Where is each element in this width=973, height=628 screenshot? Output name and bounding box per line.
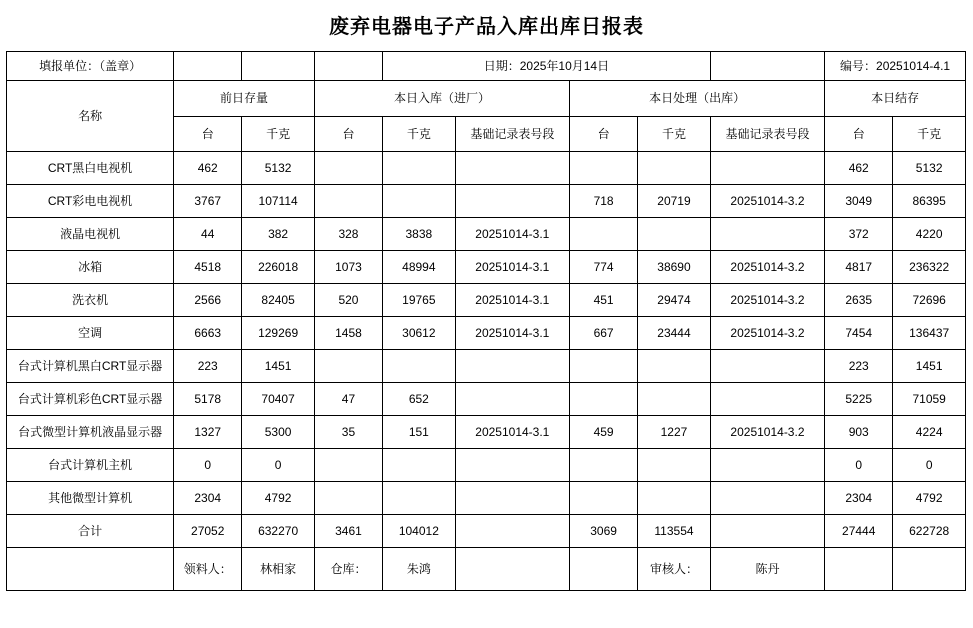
signature-row bbox=[7, 548, 966, 591]
total-out-record bbox=[710, 515, 824, 548]
meta-blank-1 bbox=[174, 52, 242, 81]
row-name: 台式计算机黑白CRT显示器 bbox=[7, 350, 174, 383]
row-name: 空调 bbox=[7, 317, 174, 350]
row-out-kg bbox=[638, 152, 711, 185]
row-prev-kg: 4792 bbox=[242, 482, 315, 515]
row-out-record bbox=[710, 482, 824, 515]
row-bal-tai: 372 bbox=[825, 218, 893, 251]
row-bal-tai: 0 bbox=[825, 449, 893, 482]
row-prev-kg: 5300 bbox=[242, 416, 315, 449]
warehouse-value: 朱鸿 bbox=[383, 548, 456, 591]
total-prev-tai: 27052 bbox=[174, 515, 242, 548]
row-in-record bbox=[455, 350, 569, 383]
row-in-kg: 151 bbox=[383, 416, 456, 449]
row-prev-tai: 462 bbox=[174, 152, 242, 185]
row-name: 冰箱 bbox=[7, 251, 174, 284]
row-in-tai bbox=[314, 449, 382, 482]
row-out-tai bbox=[570, 152, 638, 185]
row-out-tai bbox=[570, 218, 638, 251]
row-in-record: 20251014-3.1 bbox=[455, 284, 569, 317]
header-group-prev: 前日存量 bbox=[174, 81, 315, 117]
row-bal-tai: 2635 bbox=[825, 284, 893, 317]
row-bal-tai: 223 bbox=[825, 350, 893, 383]
row-bal-kg: 4792 bbox=[893, 482, 966, 515]
group-header-row bbox=[7, 81, 966, 117]
row-out-record bbox=[710, 152, 824, 185]
row-in-record bbox=[455, 482, 569, 515]
row-in-kg: 30612 bbox=[383, 317, 456, 350]
row-in-tai bbox=[314, 350, 382, 383]
row-out-kg: 23444 bbox=[638, 317, 711, 350]
table-row bbox=[7, 416, 966, 449]
row-out-tai bbox=[570, 383, 638, 416]
header-name: 名称 bbox=[7, 81, 174, 152]
row-prev-tai: 6663 bbox=[174, 317, 242, 350]
row-out-kg: 1227 bbox=[638, 416, 711, 449]
row-prev-kg: 226018 bbox=[242, 251, 315, 284]
total-in-record bbox=[455, 515, 569, 548]
row-bal-kg: 4224 bbox=[893, 416, 966, 449]
row-out-tai: 451 bbox=[570, 284, 638, 317]
date-label: 日期：2025年10月14日 bbox=[383, 52, 711, 81]
row-bal-tai: 462 bbox=[825, 152, 893, 185]
row-bal-tai: 903 bbox=[825, 416, 893, 449]
row-in-record: 20251014-3.1 bbox=[455, 317, 569, 350]
row-prev-tai: 0 bbox=[174, 449, 242, 482]
row-prev-tai: 4518 bbox=[174, 251, 242, 284]
row-prev-tai: 2304 bbox=[174, 482, 242, 515]
row-out-tai bbox=[570, 350, 638, 383]
row-bal-kg: 4220 bbox=[893, 218, 966, 251]
total-out-kg: 113554 bbox=[638, 515, 711, 548]
row-prev-kg: 129269 bbox=[242, 317, 315, 350]
table-row bbox=[7, 482, 966, 515]
total-bal-tai: 27444 bbox=[825, 515, 893, 548]
row-bal-kg: 236322 bbox=[893, 251, 966, 284]
total-label: 合计 bbox=[7, 515, 174, 548]
row-in-record: 20251014-3.1 bbox=[455, 218, 569, 251]
header-group-in: 本日入库（进厂） bbox=[314, 81, 569, 117]
row-out-record: 20251014-3.2 bbox=[710, 185, 824, 218]
meta-blank-4 bbox=[710, 52, 824, 81]
row-in-kg bbox=[383, 185, 456, 218]
row-in-tai: 35 bbox=[314, 416, 382, 449]
table-row bbox=[7, 449, 966, 482]
row-prev-kg: 0 bbox=[242, 449, 315, 482]
row-bal-kg: 72696 bbox=[893, 284, 966, 317]
signature-blank-1 bbox=[455, 548, 569, 591]
table-row bbox=[7, 317, 966, 350]
total-out-tai: 3069 bbox=[570, 515, 638, 548]
row-in-tai bbox=[314, 185, 382, 218]
picker-value: 林相家 bbox=[242, 548, 315, 591]
row-out-kg bbox=[638, 482, 711, 515]
page-title: 废弃电器电子产品入库出库日报表 bbox=[329, 16, 644, 38]
row-name: 洗衣机 bbox=[7, 284, 174, 317]
row-out-tai bbox=[570, 482, 638, 515]
row-prev-kg: 70407 bbox=[242, 383, 315, 416]
total-row bbox=[7, 515, 966, 548]
row-in-tai: 520 bbox=[314, 284, 382, 317]
row-name: 台式微型计算机液晶显示器 bbox=[7, 416, 174, 449]
row-bal-kg: 1451 bbox=[893, 350, 966, 383]
total-bal-kg: 622728 bbox=[893, 515, 966, 548]
header-in-tai: 台 bbox=[314, 117, 382, 152]
row-prev-kg: 107114 bbox=[242, 185, 315, 218]
row-in-record: 20251014-3.1 bbox=[455, 251, 569, 284]
meta-blank-2 bbox=[242, 52, 315, 81]
row-prev-tai: 3767 bbox=[174, 185, 242, 218]
row-in-kg: 48994 bbox=[383, 251, 456, 284]
row-prev-kg: 5132 bbox=[242, 152, 315, 185]
row-prev-kg: 82405 bbox=[242, 284, 315, 317]
row-out-kg: 29474 bbox=[638, 284, 711, 317]
row-out-record bbox=[710, 350, 824, 383]
row-out-tai: 459 bbox=[570, 416, 638, 449]
signature-blank-3 bbox=[825, 548, 893, 591]
row-prev-tai: 223 bbox=[174, 350, 242, 383]
row-out-record bbox=[710, 383, 824, 416]
auditor-value: 陈丹 bbox=[710, 548, 824, 591]
row-bal-kg: 71059 bbox=[893, 383, 966, 416]
header-bal-kg: 千克 bbox=[893, 117, 966, 152]
row-in-record bbox=[455, 449, 569, 482]
header-group-balance: 本日结存 bbox=[825, 81, 966, 117]
header-out-kg: 千克 bbox=[638, 117, 711, 152]
row-name: 台式计算机彩色CRT显示器 bbox=[7, 383, 174, 416]
row-out-record: 20251014-3.2 bbox=[710, 284, 824, 317]
row-prev-tai: 2566 bbox=[174, 284, 242, 317]
meta-row bbox=[7, 52, 966, 81]
row-bal-kg: 0 bbox=[893, 449, 966, 482]
row-out-record: 20251014-3.2 bbox=[710, 416, 824, 449]
meta-blank-3 bbox=[314, 52, 382, 81]
row-out-record bbox=[710, 218, 824, 251]
header-prev-tai: 台 bbox=[174, 117, 242, 152]
row-name: 液晶电视机 bbox=[7, 218, 174, 251]
header-prev-kg: 千克 bbox=[242, 117, 315, 152]
header-group-out: 本日处理（出库） bbox=[570, 81, 825, 117]
table-row bbox=[7, 383, 966, 416]
row-out-kg bbox=[638, 383, 711, 416]
row-out-record bbox=[710, 449, 824, 482]
daily-report-table bbox=[6, 51, 966, 591]
table-row bbox=[7, 284, 966, 317]
header-bal-tai: 台 bbox=[825, 117, 893, 152]
unit-label: 填报单位：（盖章） bbox=[7, 52, 174, 81]
row-in-tai: 1073 bbox=[314, 251, 382, 284]
row-out-kg bbox=[638, 449, 711, 482]
row-in-record bbox=[455, 152, 569, 185]
row-out-tai bbox=[570, 449, 638, 482]
table-row bbox=[7, 218, 966, 251]
table-row bbox=[7, 251, 966, 284]
row-bal-tai: 2304 bbox=[825, 482, 893, 515]
row-prev-tai: 5178 bbox=[174, 383, 242, 416]
row-out-record: 20251014-3.2 bbox=[710, 251, 824, 284]
row-out-kg: 20719 bbox=[638, 185, 711, 218]
row-bal-kg: 5132 bbox=[893, 152, 966, 185]
row-in-tai bbox=[314, 482, 382, 515]
row-in-kg bbox=[383, 350, 456, 383]
row-name: CRT黑白电视机 bbox=[7, 152, 174, 185]
row-bal-tai: 3049 bbox=[825, 185, 893, 218]
row-out-tai: 718 bbox=[570, 185, 638, 218]
signature-blank-2 bbox=[570, 548, 638, 591]
signature-blank-left bbox=[7, 548, 174, 591]
row-in-record bbox=[455, 185, 569, 218]
row-in-kg: 19765 bbox=[383, 284, 456, 317]
row-bal-tai: 5225 bbox=[825, 383, 893, 416]
header-out-record: 基础记录表号段 bbox=[710, 117, 824, 152]
row-in-kg: 652 bbox=[383, 383, 456, 416]
row-in-tai bbox=[314, 152, 382, 185]
row-in-kg bbox=[383, 482, 456, 515]
row-in-kg: 3838 bbox=[383, 218, 456, 251]
row-in-kg bbox=[383, 152, 456, 185]
row-out-kg bbox=[638, 218, 711, 251]
table-row bbox=[7, 152, 966, 185]
total-in-tai: 3461 bbox=[314, 515, 382, 548]
table-row bbox=[7, 350, 966, 383]
row-in-record: 20251014-3.1 bbox=[455, 416, 569, 449]
row-prev-tai: 1327 bbox=[174, 416, 242, 449]
row-in-tai: 328 bbox=[314, 218, 382, 251]
row-bal-kg: 136437 bbox=[893, 317, 966, 350]
row-in-tai: 1458 bbox=[314, 317, 382, 350]
row-out-kg bbox=[638, 350, 711, 383]
signature-blank-4 bbox=[893, 548, 966, 591]
row-out-kg: 38690 bbox=[638, 251, 711, 284]
total-in-kg: 104012 bbox=[383, 515, 456, 548]
picker-label: 领料人： bbox=[174, 548, 242, 591]
number-label: 编号：20251014-4.1 bbox=[825, 52, 966, 81]
row-bal-kg: 86395 bbox=[893, 185, 966, 218]
warehouse-label: 仓库： bbox=[314, 548, 382, 591]
header-in-record: 基础记录表号段 bbox=[455, 117, 569, 152]
row-bal-tai: 4817 bbox=[825, 251, 893, 284]
row-out-tai: 774 bbox=[570, 251, 638, 284]
row-name: 台式计算机主机 bbox=[7, 449, 174, 482]
row-in-tai: 47 bbox=[314, 383, 382, 416]
row-prev-tai: 44 bbox=[174, 218, 242, 251]
row-name: CRT彩电电视机 bbox=[7, 185, 174, 218]
header-in-kg: 千克 bbox=[383, 117, 456, 152]
row-in-kg bbox=[383, 449, 456, 482]
row-out-tai: 667 bbox=[570, 317, 638, 350]
row-in-record bbox=[455, 383, 569, 416]
row-prev-kg: 1451 bbox=[242, 350, 315, 383]
row-prev-kg: 382 bbox=[242, 218, 315, 251]
table-row bbox=[7, 185, 966, 218]
row-bal-tai: 7454 bbox=[825, 317, 893, 350]
header-out-tai: 台 bbox=[570, 117, 638, 152]
total-prev-kg: 632270 bbox=[242, 515, 315, 548]
row-out-record: 20251014-3.2 bbox=[710, 317, 824, 350]
row-name: 其他微型计算机 bbox=[7, 482, 174, 515]
auditor-label: 审核人： bbox=[638, 548, 711, 591]
